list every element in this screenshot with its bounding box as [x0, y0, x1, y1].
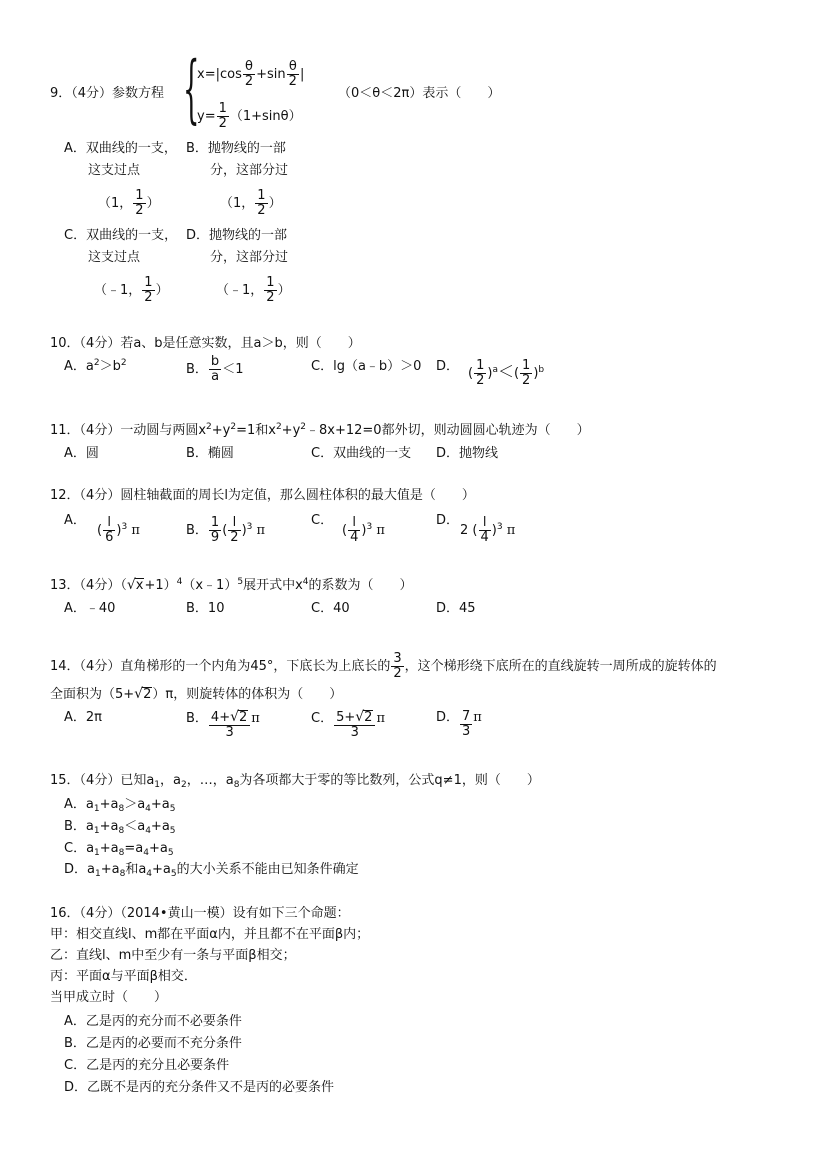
q12-option-c-expression: ( $\frac{l}{4}$ )$^3$ π — [342, 515, 385, 545]
q13-option-c[interactable]: C．40 — [311, 601, 350, 616]
q11-option-a[interactable]: A．圆 — [64, 446, 99, 461]
q12-option-d-expression: 2 ( $\frac{l}{4}$ )$^3$ π — [460, 515, 516, 545]
q10-option-d[interactable]: D． — [436, 359, 460, 374]
q9-option-c[interactable]: C．双曲线的一支， 这支过点 （﹣1， $\frac{1}{2}$ ） — [64, 228, 178, 305]
q12-option-a[interactable]: A． — [64, 513, 86, 528]
q15-stem: 15．（4分）已知$a_1$，$a_2$，…，$a_8$为各项都大于零的等比数列，公式q≠1，则（ ） — [50, 773, 540, 790]
q15-option-d[interactable]: D．$a_1+a_8$和$a_4+a_5$的大小关系不能由已知条件确定 — [64, 862, 359, 879]
q10-option-d-expression: ( $\frac{1}{2}$ )$^a$＜( $\frac{1}{2}$ )$^b$ — [468, 358, 545, 388]
q14-option-d[interactable]: D． $\frac{7}{3}$ π — [436, 709, 482, 739]
q10-option-b[interactable]: B． $\frac{b}{a}$ ＜1 — [186, 354, 244, 384]
q9-stem: 9．（4分）参数方程 — [50, 86, 165, 101]
q16-option-b[interactable]: B．乙是丙的必要而不充分条件 — [64, 1036, 242, 1051]
q16-proposition-jia: 甲：相交直线l、m都在平面α内，并且都不在平面β内； — [50, 927, 370, 942]
q15-option-a[interactable]: A．$a_1+a_8>a_4+a_5$ — [64, 797, 176, 814]
q11-option-c[interactable]: C．双曲线的一支 — [311, 446, 412, 461]
q16-stem: 16．（4分）（2014•黄山一模）设有如下三个命题： — [50, 906, 350, 921]
q14-option-c[interactable]: C． $\frac{5+√2}{3}$ π — [311, 709, 385, 740]
q9-brace: { — [183, 46, 200, 132]
q16-when: 当甲成立时（ ） — [50, 990, 168, 1005]
q13-option-b[interactable]: B．10 — [186, 601, 225, 616]
q12-option-c[interactable]: C． — [311, 513, 334, 528]
q11-stem: 11．（4分）一动圆与两圆$x^2+y^2=1$和$x^2+y^2﹣8x+12=0$都外切，则动圆圆心轨迹为（ ） — [50, 422, 590, 438]
q9-condition: （0＜θ＜2π）表示（ ） — [338, 86, 501, 101]
q14-stem: 14．（4分）直角梯形的一个内角为45°，下底长为上底长的 $\frac{3}{2}$ ，这个梯形绕下底所在的直线旋转一周所成的旋转体的 — [50, 651, 717, 681]
q16-proposition-yi: 乙：直线l、m中至少有一条与平面β相交； — [50, 948, 296, 963]
q16-option-c[interactable]: C．乙是丙的充分且必要条件 — [64, 1058, 230, 1073]
q9-option-b[interactable]: B．抛物线的一部 分，这部分过 （1， $\frac{1}{2}$ ） — [186, 141, 289, 218]
q9-eq-y: y= $\frac{1}{2}$ （1+sinθ） — [197, 101, 302, 131]
q16-proposition-bing: 丙：平面α与平面β相交． — [50, 969, 197, 984]
q9-eq-x: x=|cos $\frac{\theta}{2}$ +sin $\frac{\theta}{2}$ | — [197, 59, 305, 89]
q13-stem: 13．（4分）$(√x+1)^4(x﹣1)^5$展开式中$x^4$的系数为（ ） — [50, 577, 413, 593]
q9-option-d[interactable]: D．抛物线的一部 分，这部分过 （﹣1， $\frac{1}{2}$ ） — [186, 228, 291, 305]
q12-option-d[interactable]: D． — [436, 513, 460, 528]
q10-stem: 10．（4分）若a、b是任意实数，且a＞b，则（ ） — [50, 336, 361, 351]
q13-option-d[interactable]: D．45 — [436, 601, 476, 616]
q10-option-c[interactable]: C．lg（a﹣b）＞0 — [311, 359, 422, 374]
q10-option-a[interactable]: A．$a^2>b^2$ — [64, 358, 127, 374]
q14-option-a[interactable]: A．2π — [64, 710, 102, 725]
q12-option-b[interactable]: B． $\frac{1}{9}$ ( $\frac{l}{2}$ )$^3$ π — [186, 515, 266, 545]
q9-option-a[interactable]: A．双曲线的一支， 这支过点 （1， $\frac{1}{2}$ ） — [64, 141, 177, 218]
q16-option-a[interactable]: A．乙是丙的充分而不必要条件 — [64, 1014, 242, 1029]
q12-option-a-expression: ( $\frac{l}{6}$ )$^3$ π — [97, 515, 140, 545]
q15-option-b[interactable]: B．$a_1+a_8<a_4+a_5$ — [64, 819, 176, 836]
q16-option-d[interactable]: D．乙既不是丙的充分条件又不是丙的必要条件 — [64, 1080, 335, 1095]
q14-stem-line2: 全面积为（5+√2）π，则旋转体的体积为（ ） — [50, 686, 343, 702]
q14-option-b[interactable]: B． $\frac{4+√2}{3}$ π — [186, 709, 260, 740]
q15-option-c[interactable]: C．$a_1+a_8=a_4+a_5$ — [64, 841, 174, 858]
q11-option-b[interactable]: B．椭圆 — [186, 446, 234, 461]
q13-option-a[interactable]: A．﹣40 — [64, 601, 116, 616]
q11-option-d[interactable]: D．抛物线 — [436, 446, 499, 461]
q12-stem: 12．（4分）圆柱轴截面的周长l为定值，那么圆柱体积的最大值是（ ） — [50, 488, 475, 503]
